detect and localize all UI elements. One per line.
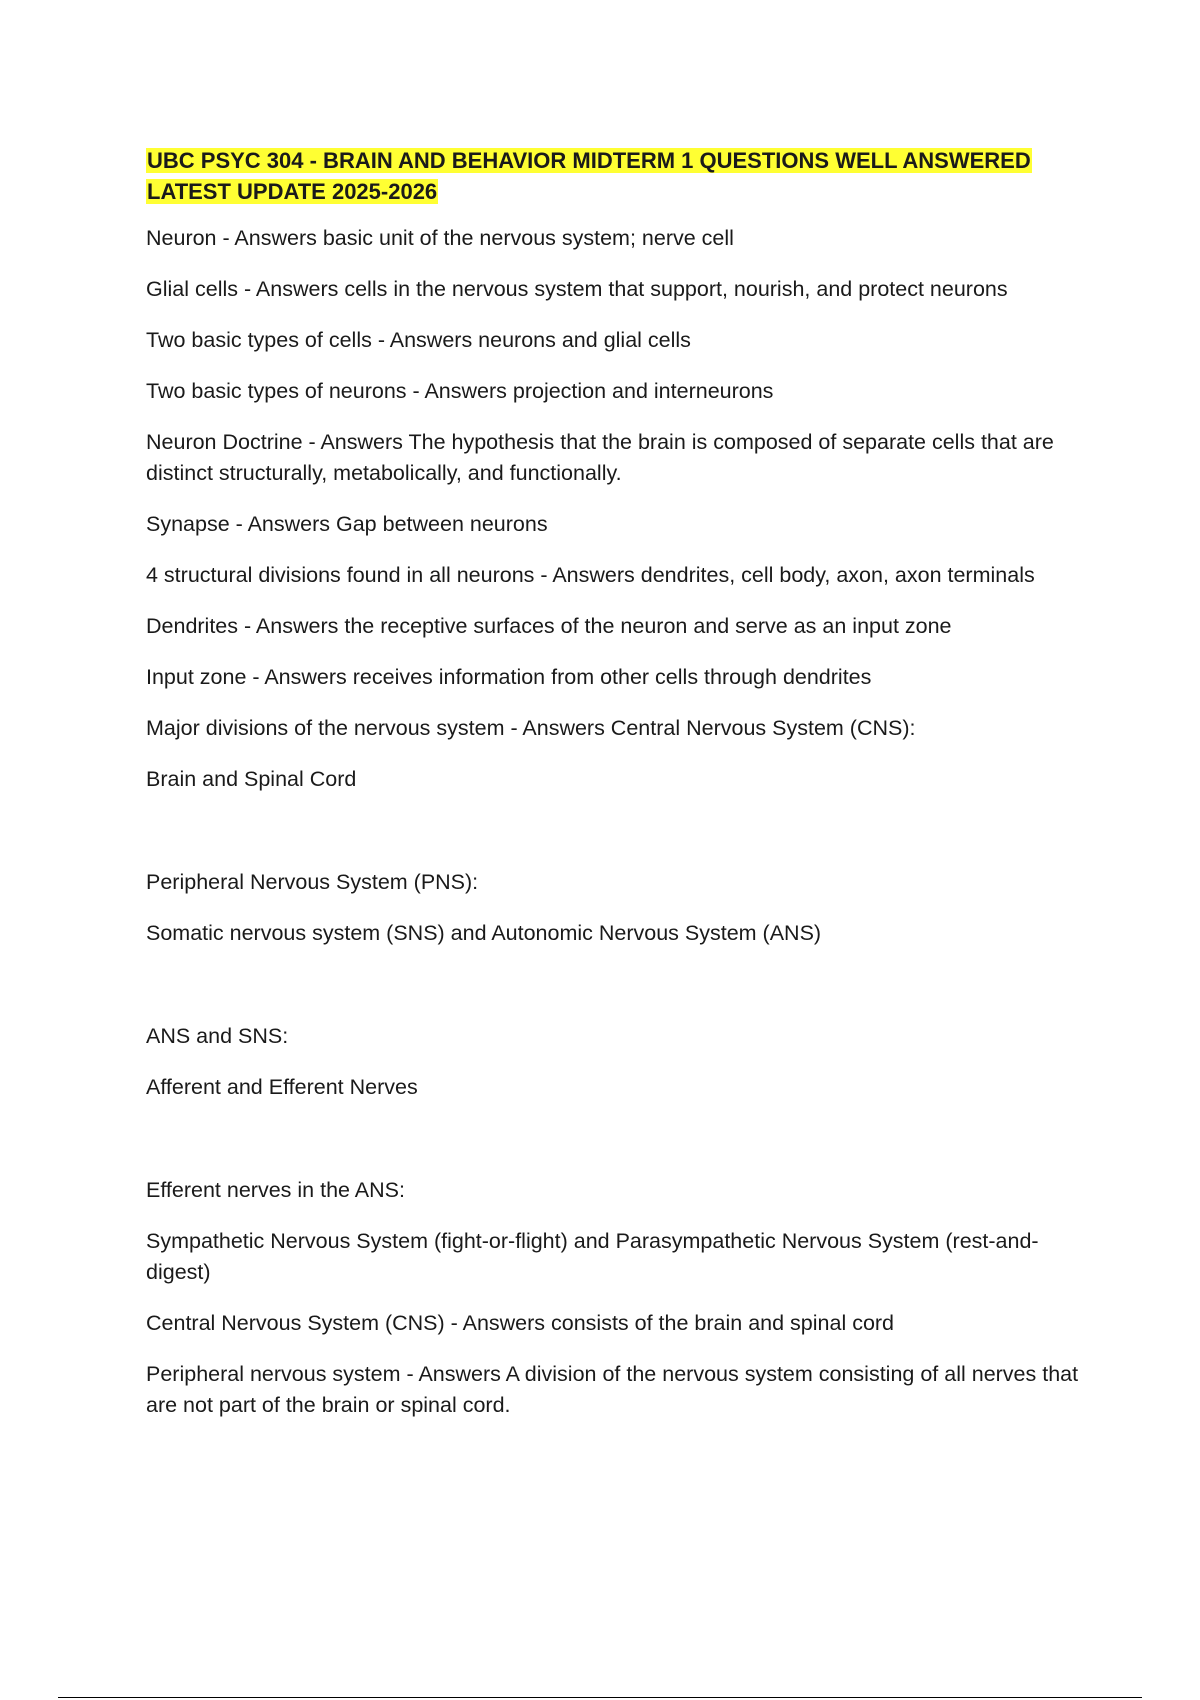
heading-ans-and-sns: ANS and SNS:	[146, 1024, 289, 1048]
answer-sns-and-ans: Somatic nervous system (SNS) and Autonomic Nervous System (ANS)	[146, 921, 822, 945]
qa-two-basic-types-of-neurons: Two basic types of neurons - Answers projection and interneurons	[146, 379, 774, 403]
answer-sympathetic-parasympathetic: Sympathetic Nervous System (fight-or-flight) and Parasympathetic Nervous System (rest-and-digest)	[146, 1229, 1039, 1284]
qa-peripheral-nervous-system: Peripheral nervous system - Answers A division of the nervous system consisting of all nerves that are not part of the brain or spinal cord.	[146, 1362, 1079, 1417]
qa-input-zone: Input zone - Answers receives information from other cells through dendrites	[146, 665, 872, 689]
qa-glial-cells: Glial cells - Answers cells in the nervous system that support, nourish, and protect neurons	[146, 277, 1008, 301]
qa-two-basic-types-of-cells: Two basic types of cells - Answers neurons and glial cells	[146, 328, 691, 352]
spacer	[146, 1123, 1091, 1175]
qa-neuron-doctrine: Neuron Doctrine - Answers The hypothesis that the brain is composed of separate cells that are distinct structurally, metabolically, and functionally.	[146, 430, 1054, 485]
spacer	[146, 969, 1091, 1021]
qa-central-nervous-system: Central Nervous System (CNS) - Answers consists of the brain and spinal cord	[146, 1311, 895, 1335]
qa-synapse: Synapse - Answers Gap between neurons	[146, 512, 548, 536]
qa-neuron: Neuron - Answers basic unit of the nervous system; nerve cell	[146, 226, 734, 250]
heading-efferent-nerves: Efferent nerves in the ANS:	[146, 1178, 405, 1202]
footer-rule	[58, 1697, 1142, 1698]
document-body	[146, 145, 1091, 1441]
answer-afferent-efferent: Afferent and Efferent Nerves	[146, 1075, 418, 1099]
heading-pns: Peripheral Nervous System (PNS):	[146, 870, 479, 894]
answer-brain-and-spinal-cord: Brain and Spinal Cord	[146, 767, 357, 791]
spacer	[146, 815, 1091, 867]
qa-structural-divisions: 4 structural divisions found in all neurons - Answers dendrites, cell body, axon, axon terminals	[146, 563, 1035, 587]
title-highlight: UBC PSYC 304 - BRAIN AND BEHAVIOR MIDTERM 1 QUESTIONS WELL ANSWERED LATEST UPDATE 2025-2026	[147, 148, 1031, 204]
qa-dendrites: Dendrites - Answers the receptive surfaces of the neuron and serve as an input zone	[146, 614, 952, 638]
qa-major-divisions: Major divisions of the nervous system - Answers Central Nervous System (CNS):	[146, 716, 916, 740]
document-title	[146, 145, 1091, 207]
